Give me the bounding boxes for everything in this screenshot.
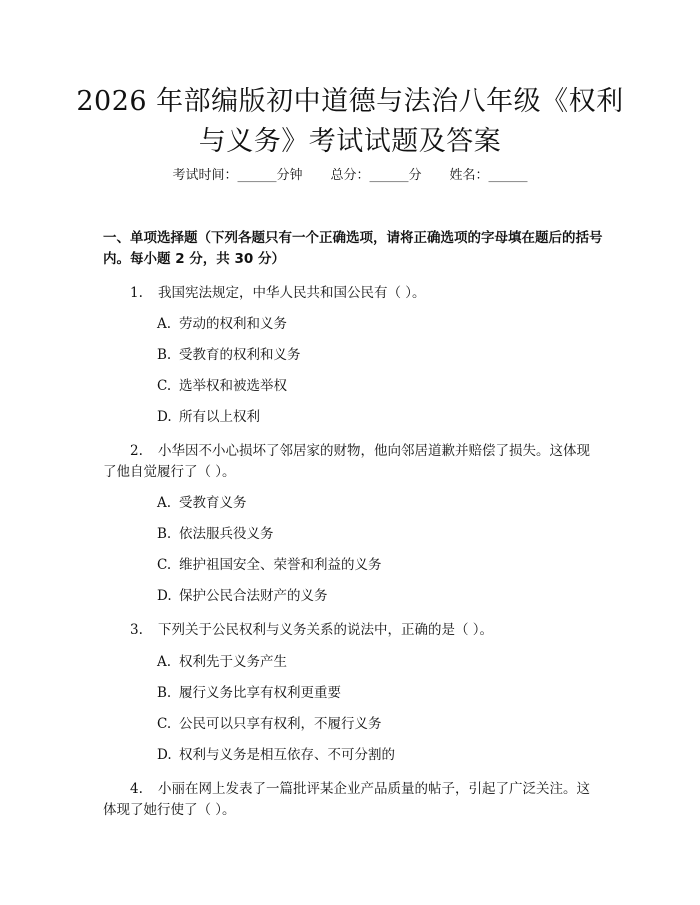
question-1-option-a	[157, 314, 597, 335]
option-letter: C.	[157, 557, 172, 573]
option-letter: C.	[157, 378, 172, 394]
question-text: 小华因不小心损坏了邻居家的财物，他向邻居道歉并赔偿了损失。这体现了他自觉履行了（ ）。	[103, 443, 590, 480]
option-text: 维护祖国安全、荣誉和利益的义务	[179, 557, 382, 573]
question-1-option-b	[157, 345, 597, 366]
question-3-option-b	[157, 683, 597, 704]
option-letter: D.	[157, 588, 172, 604]
option-text: 所有以上权利	[179, 409, 260, 425]
question-3-option-a	[157, 652, 597, 673]
question-text: 下列关于公民权利与义务关系的说法中，正确的是（ ）。	[158, 622, 494, 638]
question-text: 我国宪法规定，中华人民共和国公民有（ ）。	[158, 285, 426, 301]
option-text: 保护公民合法财产的义务	[179, 588, 328, 604]
option-text: 受教育义务	[179, 495, 247, 511]
question-3	[103, 620, 603, 641]
page-title	[60, 82, 640, 162]
question-2-option-a	[157, 493, 597, 514]
option-letter: B.	[157, 685, 172, 701]
option-letter: A.	[157, 495, 172, 511]
option-letter: D.	[157, 409, 172, 425]
exam-meta	[0, 166, 700, 186]
question-2-option-b	[157, 524, 597, 545]
question-text: 小丽在网上发表了一篇批评某企业产品质量的帖子，引起了广泛关注。这体现了她行使了（ ）。	[103, 781, 590, 818]
option-letter: B.	[157, 526, 172, 542]
question-2	[103, 441, 603, 483]
option-letter: C.	[157, 716, 172, 732]
option-text: 公民可以只享有权利，不履行义务	[179, 716, 382, 732]
question-3-option-c	[157, 714, 597, 735]
exam-time: 考试时间：______分钟	[172, 168, 303, 183]
option-letter: D.	[157, 747, 172, 763]
question-2-option-d	[157, 586, 597, 607]
option-text: 履行义务比享有权利更重要	[179, 685, 341, 701]
option-text: 受教育的权利和义务	[179, 347, 301, 363]
question-number: 1.	[130, 285, 143, 301]
option-letter: A.	[157, 654, 172, 670]
question-2-option-c	[157, 555, 597, 576]
option-text: 权利与义务是相互依存、不可分割的	[179, 747, 395, 763]
question-number: 4.	[130, 781, 143, 797]
option-letter: A.	[157, 316, 172, 332]
option-letter: B.	[157, 347, 172, 363]
question-1	[103, 283, 603, 304]
question-1-option-d	[157, 407, 597, 428]
question-1-option-c	[157, 376, 597, 397]
question-number: 2.	[130, 443, 143, 459]
option-text: 权利先于义务产生	[179, 654, 287, 670]
section-heading: 一、单项选择题（下列各题只有一个正确选项，请将正确选项的字母填在题后的括号内。每小题 2 分，共 30 分）	[103, 230, 603, 267]
title-line-2: 与义务》考试试题及答案	[198, 126, 502, 157]
option-text: 依法服兵役义务	[179, 526, 274, 542]
option-text: 选举权和被选举权	[179, 378, 287, 394]
total-score: 总分：______分	[330, 168, 422, 183]
option-text: 劳动的权利和义务	[179, 316, 287, 332]
title-line-1: 2026 年部编版初中道德与法治八年级《权利	[76, 86, 624, 117]
question-number: 3.	[130, 622, 143, 638]
student-name: 姓名：______	[449, 168, 528, 183]
question-3-option-d	[157, 745, 597, 766]
question-4	[103, 779, 603, 821]
